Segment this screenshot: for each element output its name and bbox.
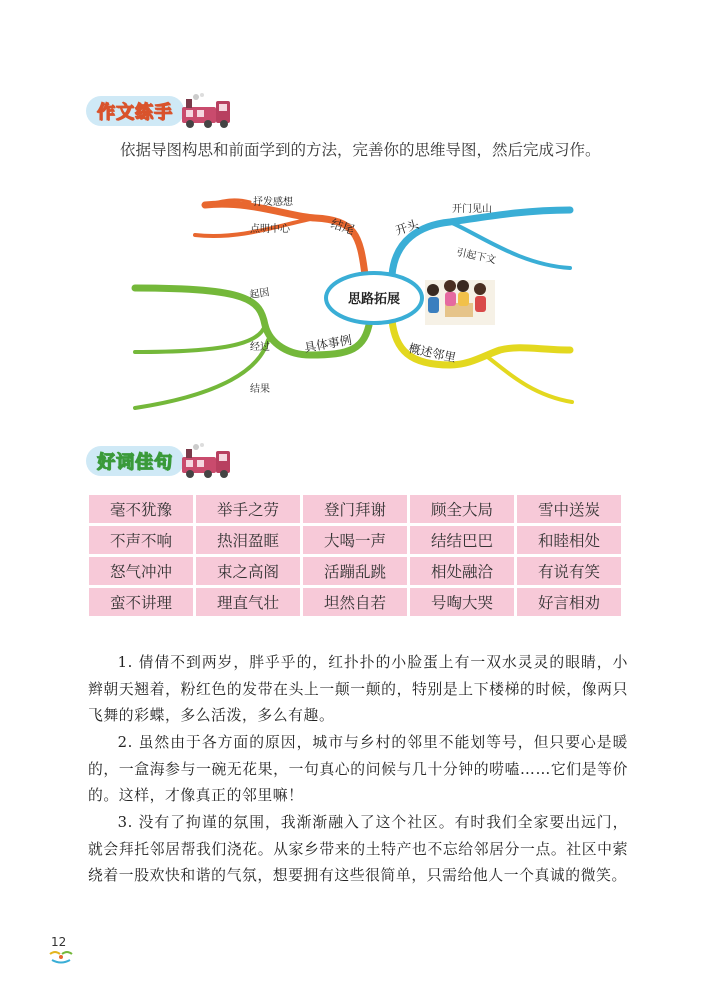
phrase-cell: 号啕大哭 — [410, 588, 514, 616]
events-sub-3: 结果 — [250, 384, 270, 395]
example-paragraph-1: 1. 倩倩不到两岁，胖乎乎的，红扑扑的小脸蛋上有一双水灵灵的眼睛，小辫朝天翘着，粉红色的发带在头上一颠一颠的，特别是上下楼梯的时候，像两只飞舞的彩蝶，多么活泼，多么有趣。 — [88, 654, 628, 724]
phrase-cell: 举手之劳 — [196, 495, 300, 523]
phrase-cell: 有说有笑 — [517, 557, 621, 585]
train-icon — [178, 93, 238, 129]
neighbors-branch — [392, 320, 572, 402]
events-label: 具体事例 — [303, 332, 353, 355]
ending-label: 结尾 — [329, 216, 357, 238]
phrase-cell: 蛮不讲理 — [89, 588, 193, 616]
example-paragraph-3: 3. 没有了拘谨的氛围，我渐渐融入了这个社区。有时我们全家要出远门，就会拜托邻居帮我们浇花。从家乡带来的土特产也不忘给邻居分一点。社区中萦绕着一股欢快和谐的气氛，想要拥有这些很简单，只需给他人一个真诚的微笑。 — [88, 814, 628, 884]
phrases-table — [86, 492, 624, 619]
events-sub-1: 起因 — [248, 287, 271, 301]
ending-branch — [195, 195, 365, 275]
opening-sub-2: 引起下文 — [455, 247, 497, 267]
phrase-cell: 大喝一声 — [303, 526, 407, 554]
practice-section-badge — [86, 93, 238, 129]
instruction-text: 依据导图构思和前面学到的方法，完善你的思维导图，然后完成习作。 — [120, 141, 601, 159]
opening-sub-1: 开门见山 — [452, 204, 492, 215]
train-icon — [178, 443, 238, 479]
publisher-logo-icon — [48, 950, 74, 964]
phrase-cell: 好言相劝 — [517, 588, 621, 616]
events-sub-2: 经过 — [250, 342, 270, 353]
phrase-cell: 毫不犹豫 — [89, 495, 193, 523]
phrase-cell: 结结巴巴 — [410, 526, 514, 554]
phrases-row — [89, 588, 621, 616]
phrases-row — [89, 557, 621, 585]
phrases-title-pill — [86, 446, 184, 476]
phrase-cell: 登门拜谢 — [303, 495, 407, 523]
phrases-section-badge — [86, 443, 238, 479]
practice-title: 作文练手 — [97, 102, 173, 123]
ending-sub-2: 点明中心 — [250, 224, 290, 235]
phrases-row — [89, 495, 621, 523]
neighbors-label: 概述邻里 — [407, 341, 458, 365]
children-illustration — [425, 280, 495, 325]
opening-branch — [392, 202, 570, 275]
phrase-cell: 雪中送炭 — [517, 495, 621, 523]
phrase-cell: 活蹦乱跳 — [303, 557, 407, 585]
phrase-cell: 束之高阁 — [196, 557, 300, 585]
phrases-title: 好词佳句 — [97, 452, 173, 473]
phrase-cell: 理直气壮 — [196, 588, 300, 616]
phrase-cell: 坦然自若 — [303, 588, 407, 616]
phrase-cell: 顾全大局 — [410, 495, 514, 523]
phrases-row — [89, 526, 621, 554]
phrase-cell: 怒气冲冲 — [89, 557, 193, 585]
opening-label: 开头 — [393, 217, 421, 238]
phrase-cell: 不声不响 — [89, 526, 193, 554]
mind-map — [120, 180, 590, 420]
phrase-cell: 热泪盈眶 — [196, 526, 300, 554]
practice-title-pill — [86, 96, 184, 126]
ending-sub-1: 抒发感想 — [253, 197, 293, 208]
phrase-cell: 相处融洽 — [410, 557, 514, 585]
phrase-cell: 和睦相处 — [517, 526, 621, 554]
example-paragraph-2: 2. 虽然由于各方面的原因，城市与乡村的邻里不能划等号，但只要心是暖的，一盒海参与一碗无花果，一句真心的问候与几十分钟的唠嗑……它们是等价的。这样，才像真正的邻里嘛！ — [88, 734, 628, 804]
center-label: 思路拓展 — [347, 292, 401, 307]
page-number: 12 — [51, 935, 67, 949]
